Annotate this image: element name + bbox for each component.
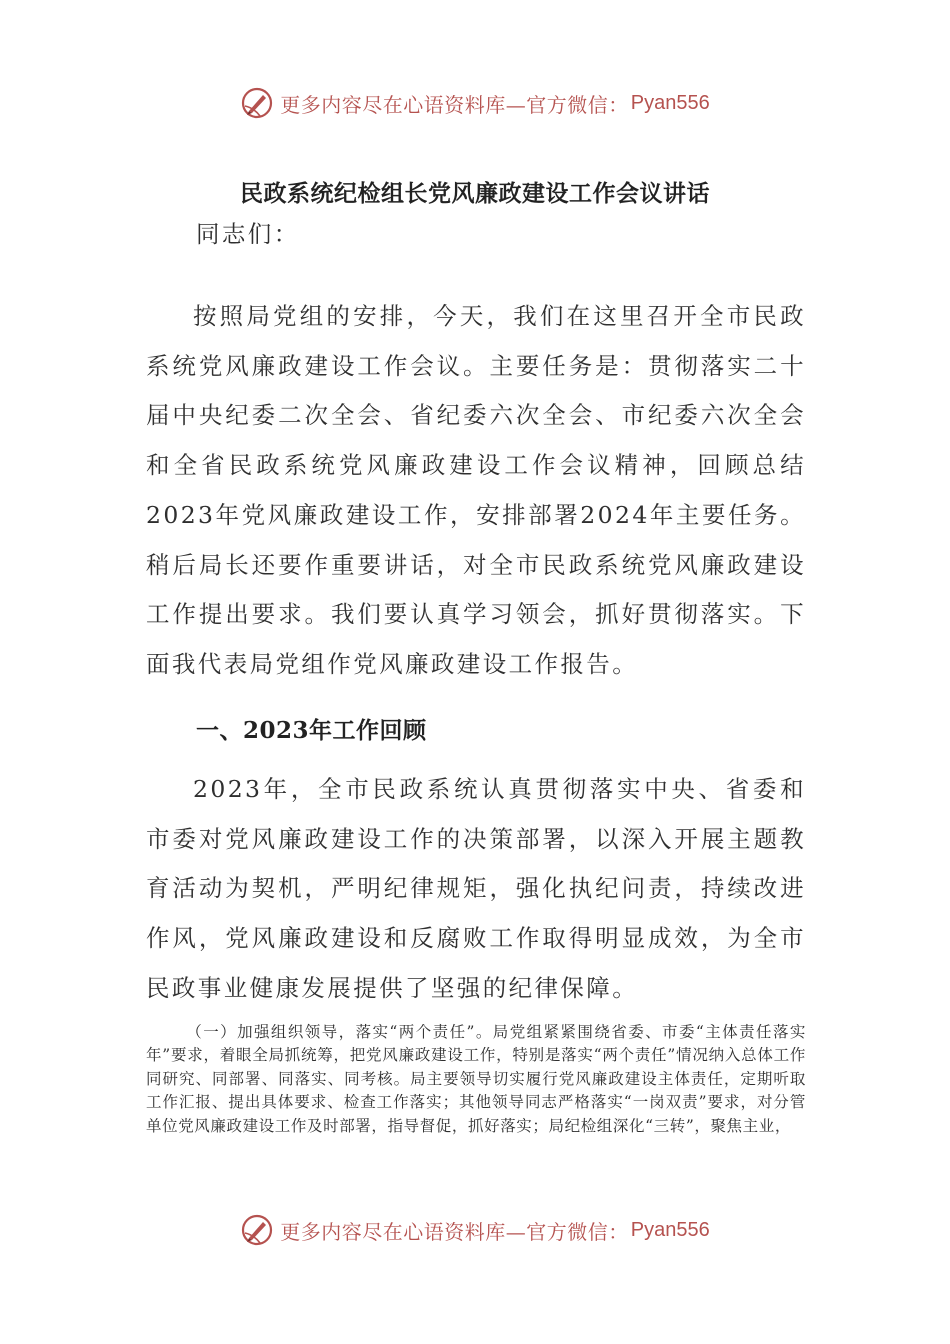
paragraph-introduction: 按照局党组的安排，今天，我们在这里召开全市民政系统党风廉政建设工作会议。主要任务是：贯彻落实二十届中央纪委二次全会、省纪委六次全会、市纪委六次全会和全省民政系统党风廉政建设工作会议精神，回顾总结2023年党风廉政建设工作，安排部署2024年主要任务。稍后局长还要作重要讲话，对全市民政系统党风廉政建设工作提出要求。我们要认真学习领会，抓好贯彻落实。下面我代表局党组作党风廉政建设工作报告。 <box>146 302 806 678</box>
footer-watermark <box>0 1210 950 1250</box>
pen-logo-icon <box>240 86 274 120</box>
paragraph-review-summary: 2023年，全市民政系统认真贯彻落实中央、省委和市委对党风廉政建设工作的决策部署，以深入开展主题教育活动为契机，严明纪律规矩，强化执纪问责，持续改进作风，党风廉政建设和反腐败工作取得明显成效，为全市民政事业健康发展提供了坚强的纪律保障。 <box>146 775 806 1002</box>
paragraph-organization-leadership: （一）加强组织领导，落实“两个责任”。局党组紧紧围绕省委、市委“主体责任落实年”要求，着眼全局抓统筹，把党风廉政建设工作，特别是落实“两个责任”情况纳入总体工作同研究、同部署、同落实、同考核。局主要领导切实履行党风廉政建设主体责任，定期听取工作汇报、提出具体要求、检查工作落实；其他领导同志严格落实“一岗双责”要求，对分管单位党风廉政建设工作及时部署，指导督促，抓好落实；局纪检组深化“三转”，聚焦主业， <box>146 1023 806 1135</box>
watermark-text: 更多内容尽在心语资料库—官方微信： <box>280 1219 629 1244</box>
section-heading-review: 一、2023年工作回顾 <box>196 717 427 744</box>
header-watermark <box>0 83 950 123</box>
watermark-text: 更多内容尽在心语资料库—官方微信： <box>280 92 629 117</box>
document-title: 民政系统纪检组长党风廉政建设工作会议讲话 <box>240 180 710 207</box>
watermark-wechat-id: Pyan556 <box>630 91 710 114</box>
pen-logo-icon <box>240 1213 274 1247</box>
greeting: 同志们： <box>196 220 300 248</box>
watermark-wechat-id: Pyan556 <box>630 1218 710 1241</box>
